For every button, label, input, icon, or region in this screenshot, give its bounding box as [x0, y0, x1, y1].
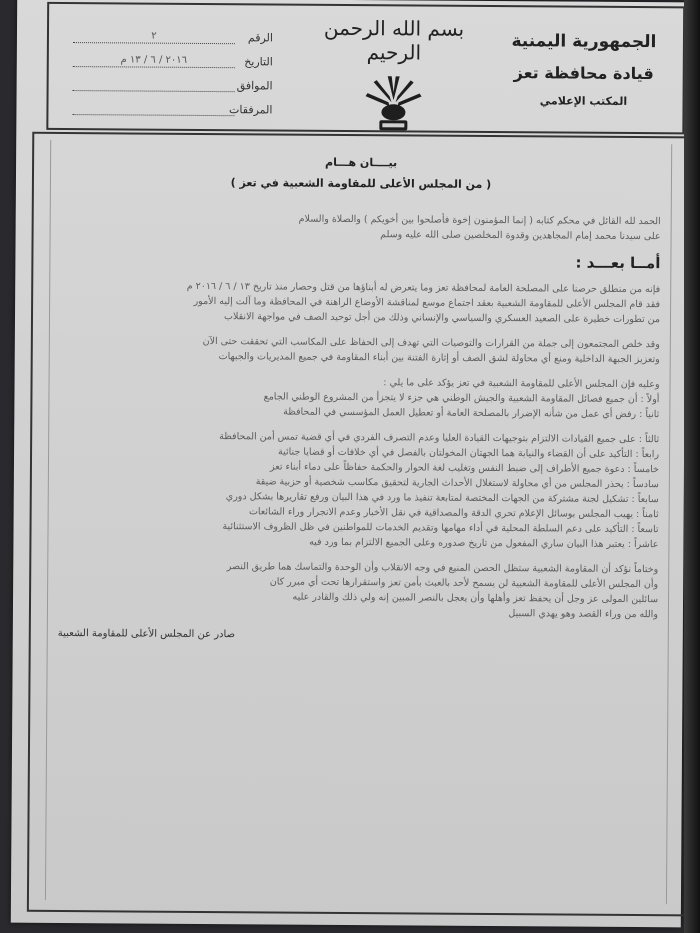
- body-paragraph: [60, 333, 660, 367]
- text-line: وعليه فإن المجلس الأعلى للمقاومة الشعبية في تعز يؤكد على ما يلي :: [383, 377, 660, 391]
- text-line: ثانياً : رفض أي عمل من شأنه الإضرار بالمصلحة العامة أو تعطيل العمل المؤسسي في المحافظة: [283, 406, 660, 421]
- letterhead: [46, 2, 685, 134]
- statement-subtitle: ( من المجلس الأعلى للمقاومة الشعبية في تعز ): [230, 176, 492, 191]
- text-line: الحمد لله القائل في محكم كتابه ( إنما المؤمنون إخوة فأصلحوا بين أخويكم ) والصلاة والسلام: [298, 213, 661, 228]
- text-line: فقد قام المجلس الأعلى للمقاومة الشعبية بعقد اجتماع موسع لمناقشة الأوضاع الراهنة في المحافظة وما آلت إليه الأمور: [193, 295, 661, 311]
- text-line: رابعاً : التأكيد على أن القضاء والنيابة هما الجهتان المخولتان بالفصل في أي خلافات أو قضايا جنائية: [278, 446, 660, 461]
- text-line: وختاماً نؤكد أن المقاومة الشعبية ستظل الحصن المنيع في وجه الانقلاب وأن الوحدة والتماسك هما طريق النصر: [226, 561, 659, 576]
- ref-attachments-row: [72, 102, 272, 116]
- letterhead-center: [318, 16, 469, 135]
- text-line: فإنه من منطلق حرصنا على المصلحة العامة لمحافظة تعز وما يتعرض له أبناؤها من قتل وحصار منذ تاريخ ١٣ / ٦ / ٢٠١٦ م: [186, 280, 661, 296]
- statement-title: بيــــان هـــام: [324, 155, 398, 170]
- text-line: على سيدنا محمد إمام المجاهدين وقدوة المخلصين صلى الله عليه وسلم: [380, 229, 661, 243]
- section-heading: أمــا بعـــد :: [575, 253, 661, 273]
- ref-number-row: [73, 30, 273, 44]
- statement-frame: [27, 132, 692, 917]
- statement-text: [58, 210, 661, 643]
- text-line: والله من وراء القصد وهو يهدي السبيل: [508, 608, 658, 621]
- ref-date-value: ٢٠١٦ / ٦ / ١٣ م: [73, 54, 235, 68]
- text-line: سائلين المولى عز وجل أن يحفظ تعز وأهلها وأن يعجل بالنصر المبين إنه ولي ذلك والقادر عليه: [292, 591, 659, 606]
- text-line: ثامناً : يهيب المجلس بوسائل الإعلام تحري الدقة والمصداقية في نقل الأخبار وعدم الانجرار وراء الشائعات: [248, 506, 659, 521]
- text-line: خامساً : دعوة جميع الأطراف إلى ضبط النفس وتغليب لغة الحوار والحكمة حفاظاً على دماء أبناء تعز: [270, 461, 659, 476]
- ref-corresponding-row: [73, 78, 273, 92]
- ref-corresponding-value: [73, 78, 235, 92]
- body-paragraph: [60, 278, 660, 327]
- text-line: أولاً : أن جميع فصائل المقاومة الشعبية والجيش الوطني هي جزء لا يتجزأ من المشروع الوطني الجامع: [263, 391, 660, 406]
- background-edge: [684, 0, 700, 933]
- closing-line: صادر عن المجلس الأعلى للمقاومة الشعبية: [57, 627, 236, 641]
- text-line: عاشراً : يعتبر هذا البيان ساري المفعول من تاريخ صدوره وعلى الجميع الالتزام بما ورد فيه: [309, 536, 659, 551]
- text-line: ثالثاً : على جميع القيادات الالتزام بتوجيهات القيادة العليا وعدم التصرف الفردي في أي قضية تمس أمن المحافظة: [219, 431, 660, 446]
- issuer-line-3: المكتب الإعلامي: [539, 94, 628, 108]
- text-line: تاسعاً : التأكيد على دعم السلطة المحلية في أداء مهامها وتقديم الخدمات للمواطنين في ظل الظروف الاستثنائية: [222, 521, 659, 536]
- text-line: سابعاً : تشكيل لجنة مشتركة من الجهات المختصة لمتابعة تنفيذ ما ورد في هذا البيان ورفع تقاريرها بشكل دوري: [225, 491, 659, 506]
- body-paragraphs: [58, 278, 660, 622]
- intro-paragraph: [61, 210, 661, 244]
- body-paragraph: [58, 428, 659, 552]
- text-line: من تطورات خطيرة على الصعيد العسكري والسياسي والإنساني وذلك من أجل توحيد الصف في مواجهة الانقلاب: [223, 311, 661, 326]
- basmala: بسم الله الرحمن الرحيم: [323, 15, 465, 65]
- ref-attachments-value: [72, 102, 234, 116]
- ref-number-value: ٢: [73, 30, 235, 44]
- text-line: وتعزيز الجبهة الداخلية ومنع أي محاولة لشق الصف أو إثارة الفتنة بين أبناء المقاومة في جميع المديريات والجبهات: [218, 351, 660, 366]
- ref-date-label: التاريخ: [244, 55, 273, 69]
- issuer-line-1: الجمهورية اليمنية: [511, 31, 657, 53]
- ref-attachments-label: المرفقات: [229, 103, 273, 117]
- text-line: وأن المجلس الأعلى للمقاومة الشعبية لن يسمح لأحد بالعبث بأمن تعز واستقرارها تحت أي مبرر كان: [269, 576, 659, 591]
- ref-date-row: [73, 54, 273, 68]
- body-paragraph: [58, 558, 658, 622]
- issuer-block: [498, 31, 669, 108]
- reference-fields: [72, 30, 273, 127]
- ref-corresponding-label: الموافق: [236, 79, 273, 93]
- ref-number-label: الرقم: [247, 31, 274, 45]
- text-line: سادساً : يحذر المجلس من أي محاولة لاستغلال الأحداث الجارية لتحقيق مكاسب شخصية أو حزبية ضيقة: [255, 476, 659, 491]
- document-page: [11, 0, 687, 927]
- issuer-line-2: قيادة محافظة تعز: [513, 63, 654, 84]
- statement-titles: [51, 154, 671, 192]
- text-line: وقد خلص المجتمعون إلى جملة من القرارات والتوصيات التي تهدف إلى الحفاظ على المكاسب التي تحققت حتى الآن: [202, 335, 660, 351]
- statement-content: [45, 140, 672, 904]
- emblem-logo: [361, 70, 425, 134]
- body-paragraph: [59, 373, 659, 422]
